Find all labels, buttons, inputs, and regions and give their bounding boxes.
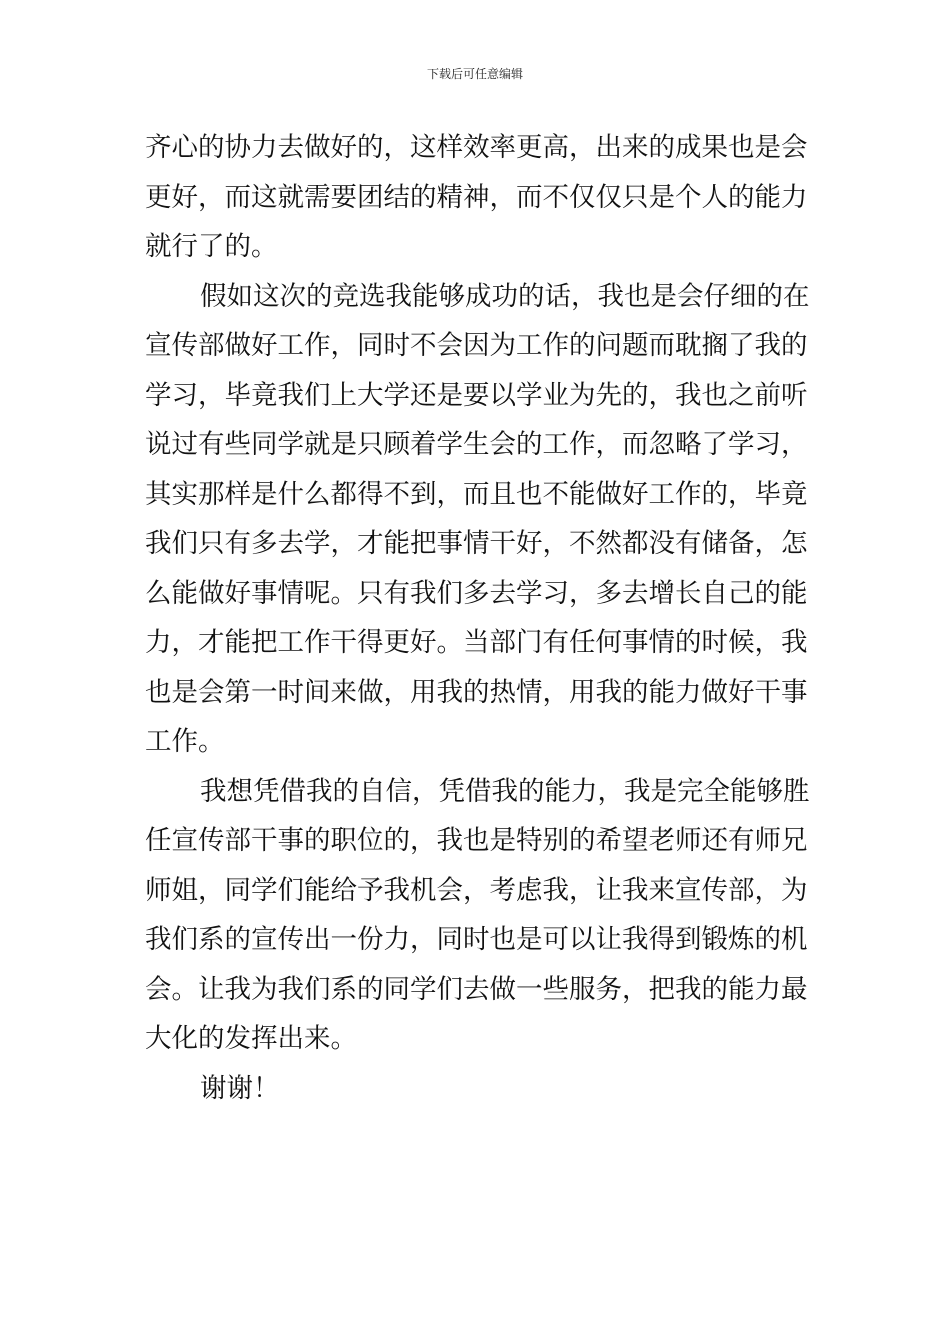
paragraph (145, 123, 807, 272)
text-line: 我们只有多去学，才能把事情干好，不然都没有储备，怎 (145, 528, 808, 559)
text-line: 我想凭借我的自信，凭借我的能力，我是完全能够胜 (200, 775, 810, 807)
document-body (145, 123, 810, 1113)
text-line: 会。让我为我们系的同学们去做一些服务，把我的能力最 (145, 973, 808, 1005)
text-line: 大化的发挥出来。 (145, 1023, 357, 1054)
text-line: 说过有些同学就是只顾着学生会的工作，而忽略了学习， (145, 429, 808, 460)
text-line: 力，才能把工作干得更好。当部门有任何事情的时候，我 (145, 627, 808, 658)
paragraph (145, 272, 810, 767)
text-line: 宣传部做好工作，同时不会因为工作的问题而耽搁了我的 (145, 330, 808, 361)
text-line: 也是会第一时间来做，用我的热情，用我的能力做好干事 (145, 676, 808, 708)
page-header-note: 下载后可任意编辑 (426, 67, 523, 81)
text-line: 学习，毕竟我们上大学还是要以学业为先的，我也之前听 (145, 379, 808, 411)
text-line: 工作。 (145, 726, 225, 757)
text-line: 其实那样是什么都得不到，而且也不能做好工作的，毕竟 (145, 478, 808, 510)
closing-line: 谢谢！ (200, 1072, 280, 1104)
text-line: 就行了的。 (145, 231, 278, 262)
text-line: 我们系的宣传出一份力，同时也是可以让我得到锻炼的机 (145, 924, 808, 955)
text-line: 么能做好事情呢。只有我们多去学习，多去增长自己的能 (145, 577, 808, 609)
closing-paragraph (145, 1064, 807, 1114)
text-line: 更好，而这就需要团结的精神，而不仅仅只是个人的能力 (145, 181, 808, 213)
text-line: 师姐，同学们能给予我机会，考虑我，让我来宣传部，为 (145, 874, 808, 906)
paragraph (145, 767, 810, 1064)
text-line: 齐心的协力去做好的，这样效率更高，出来的成果也是会 (145, 132, 808, 163)
text-line: 任宣传部干事的职位的，我也是特别的希望老师还有师兄 (145, 825, 808, 856)
text-line: 假如这次的竞选我能够成功的话，我也是会仔细的在 (200, 280, 810, 312)
